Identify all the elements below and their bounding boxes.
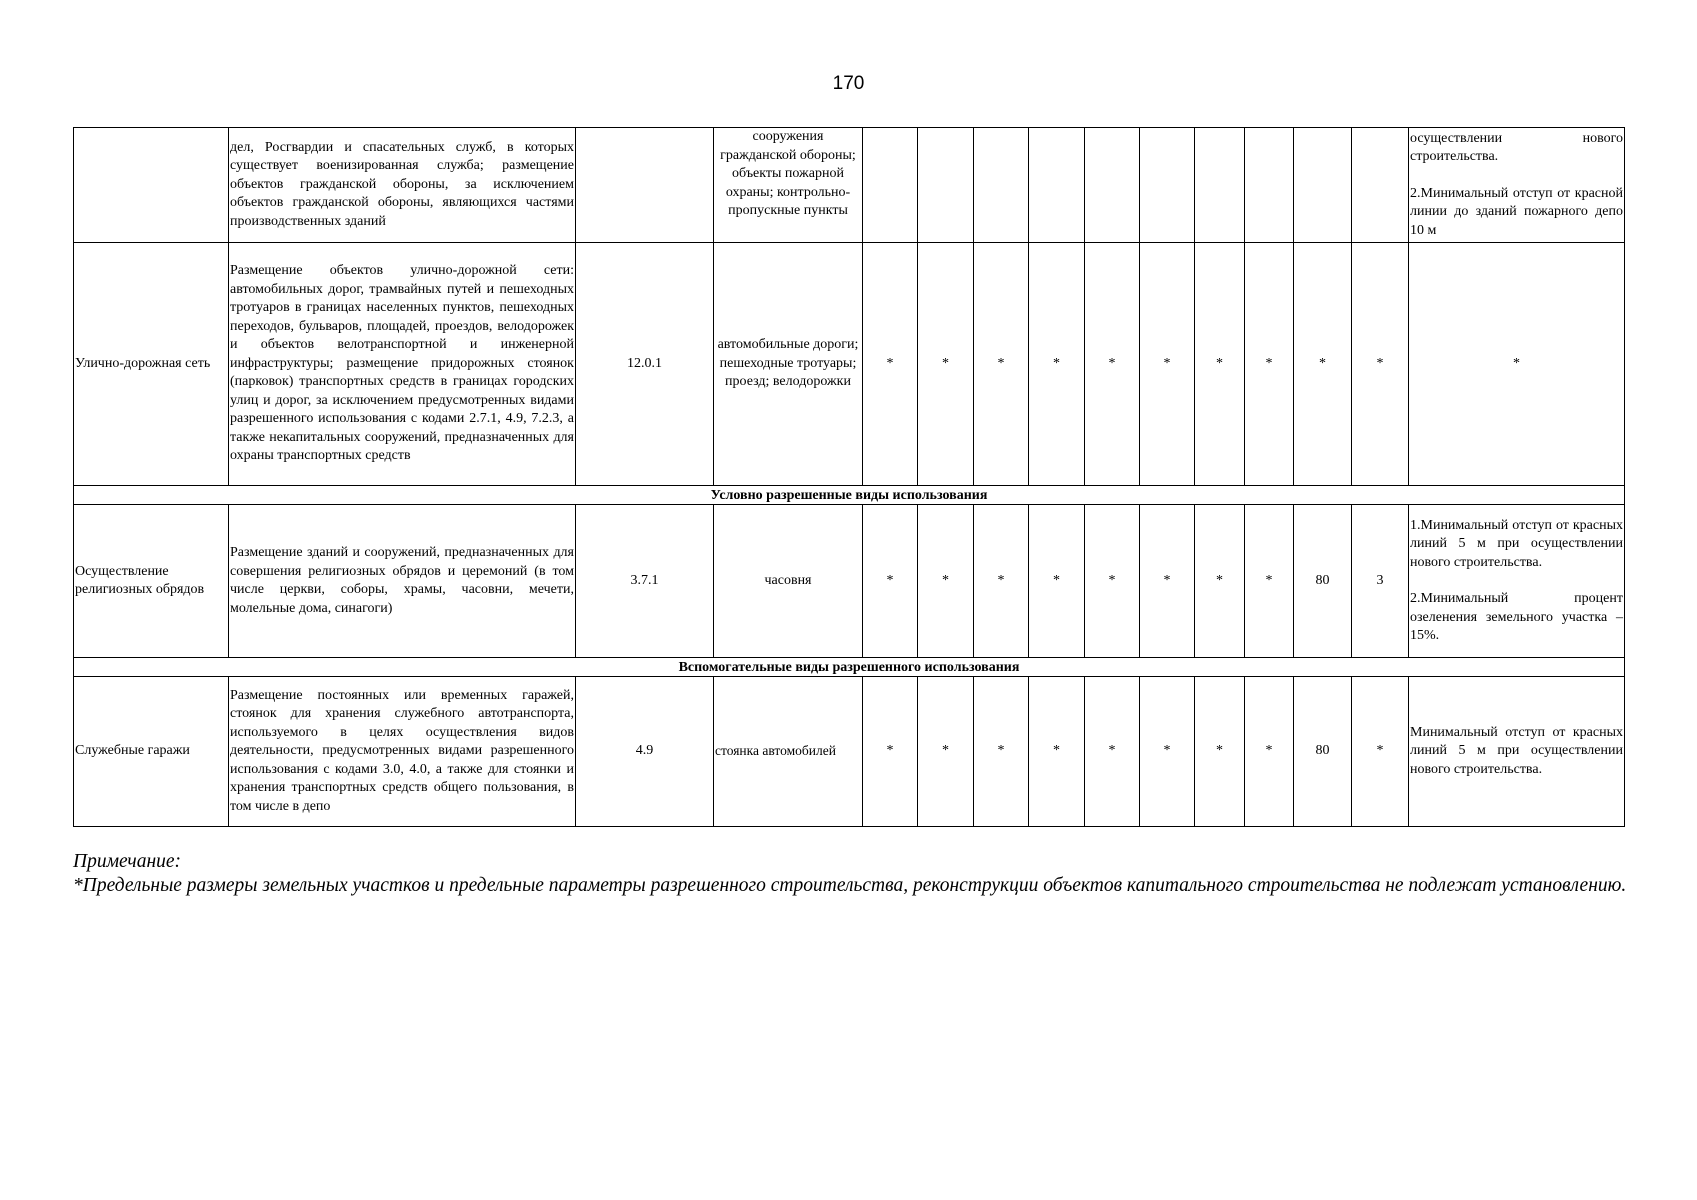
footnote-text: *Предельные размеры земельных участков и предельные параметры разрешенного строительства, реконструкции объектов капитального строительства не подлежат установлению. — [73, 875, 1627, 896]
param-cell: * — [974, 243, 1029, 486]
param-cell: 80 — [1294, 505, 1352, 658]
param-cell: * — [1195, 505, 1245, 658]
param-cell: * — [1195, 243, 1245, 486]
param-cell: * — [863, 677, 918, 827]
param-cell: * — [1085, 505, 1140, 658]
param-cell: * — [1085, 243, 1140, 486]
param-cell: * — [974, 677, 1029, 827]
code-cell: 3.7.1 — [576, 505, 714, 658]
param-cell: * — [1245, 677, 1294, 827]
param-cell: * — [863, 505, 918, 658]
use-name-cell: Осуществление религиозных обрядов — [74, 505, 229, 658]
description-cell: Размещение постоянных или временных гаражей, стоянок для хранения служебного автотранспорта, используемого в целях осуществления видов деятельности, предусмотренных видами разрешенного использования с кодами 3.0, 4.0, а также для стоянки и хранения транспортных средств общего пользования, в том числе в депо — [229, 677, 576, 827]
param-cell: * — [918, 505, 974, 658]
param-cell: * — [1352, 677, 1409, 827]
section-header-row — [74, 486, 1625, 505]
use-name-cell: Служебные гаражи — [74, 677, 229, 827]
note-paragraph: 1.Минимальный отступ от красных линий 5 м при осуществлении нового строительства. — [1410, 517, 1623, 570]
notes-cell — [1409, 128, 1625, 243]
param-cell: * — [1195, 677, 1245, 827]
objects-cell: сооружения гражданской обороны; объекты пожарной охраны; контрольно-пропускные пункты — [714, 128, 863, 243]
notes-cell: * — [1409, 243, 1625, 486]
section-header-auxiliary: Вспомогательные виды разрешенного использования — [74, 658, 1625, 677]
description-cell: дел, Росгвардии и спасательных служб, в которых существует военизированная служба; размещение объектов гражданской обороны, за исключением объектов гражданской обороны, являющихся частями производственных зданий — [229, 128, 576, 243]
param-cell: * — [974, 505, 1029, 658]
code-cell: 4.9 — [576, 677, 714, 827]
param-cell: * — [863, 243, 918, 486]
table-row — [74, 128, 1625, 243]
section-header-conditional: Условно разрешенные виды использования — [74, 486, 1625, 505]
section-header-row — [74, 658, 1625, 677]
objects-cell: стоянка автомобилей — [714, 677, 863, 827]
param-cell: * — [1245, 505, 1294, 658]
param-cell: * — [1085, 677, 1140, 827]
table-row — [74, 677, 1625, 827]
param-cell — [863, 128, 918, 243]
param-cell — [1195, 128, 1245, 243]
param-cell: * — [1140, 243, 1195, 486]
use-name-cell: Улично-дорожная сеть — [74, 243, 229, 486]
objects-cell: часовня — [714, 505, 863, 658]
note-paragraph: 2.Минимальный отступ от красной линии до зданий пожарного депо 10 м — [1410, 185, 1623, 238]
code-cell — [576, 128, 714, 243]
param-cell — [1294, 128, 1352, 243]
param-cell: * — [1029, 677, 1085, 827]
param-cell: * — [1352, 243, 1409, 486]
param-cell — [1140, 128, 1195, 243]
description-cell: Размещение зданий и сооружений, предназначенных для совершения религиозных обрядов и церемоний (в том числе церкви, соборы, храмы, часовни, мечети, молельные дома, синагоги) — [229, 505, 576, 658]
param-cell — [974, 128, 1029, 243]
param-cell: * — [1140, 677, 1195, 827]
param-cell — [1085, 128, 1140, 243]
objects-cell: автомобильные дороги; пешеходные тротуары; проезд; велодорожки — [714, 243, 863, 486]
param-cell: * — [1140, 505, 1195, 658]
notes-cell: Минимальный отступ от красных линий 5 м при осуществлении нового строительства. — [1409, 677, 1625, 827]
param-cell: * — [1029, 505, 1085, 658]
param-cell: * — [918, 677, 974, 827]
zoning-table — [73, 127, 1625, 827]
param-cell — [1245, 128, 1294, 243]
param-cell: 80 — [1294, 677, 1352, 827]
table-row — [74, 243, 1625, 486]
param-cell: * — [918, 243, 974, 486]
param-cell: * — [1294, 243, 1352, 486]
param-cell — [918, 128, 974, 243]
footnote — [73, 850, 1633, 898]
param-cell — [1029, 128, 1085, 243]
description-cell: Размещение объектов улично-дорожной сети: автомобильных дорог, трамвайных путей и пешеходных тротуаров в границах населенных пунктов, пешеходных переходов, бульваров, площадей, проездов, велодорожек и объектов велотранспортной и инженерной инфраструктуры; размещение придорожных стоянок (парковок) транспортных средств в границах городских улиц и дорог, за исключением предусмотренных видами разрешенного использования с кодами 2.7.1, 4.9, 7.2.3, а также некапитальных сооружений, предназначенных для охраны транспортных средств — [229, 243, 576, 486]
param-cell: * — [1245, 243, 1294, 486]
note-paragraph: осуществлении нового строительства. — [1410, 130, 1623, 165]
param-cell: 3 — [1352, 505, 1409, 658]
table-row — [74, 505, 1625, 658]
param-cell — [1352, 128, 1409, 243]
notes-cell — [1409, 505, 1625, 658]
note-paragraph: 2.Минимальный процент озеленения земельного участка – 15%. — [1410, 591, 1623, 643]
code-cell: 12.0.1 — [576, 243, 714, 486]
footnote-title: Примечание: — [73, 851, 182, 872]
param-cell: * — [1029, 243, 1085, 486]
page-number: 170 — [832, 73, 865, 94]
use-name-cell — [74, 128, 229, 243]
